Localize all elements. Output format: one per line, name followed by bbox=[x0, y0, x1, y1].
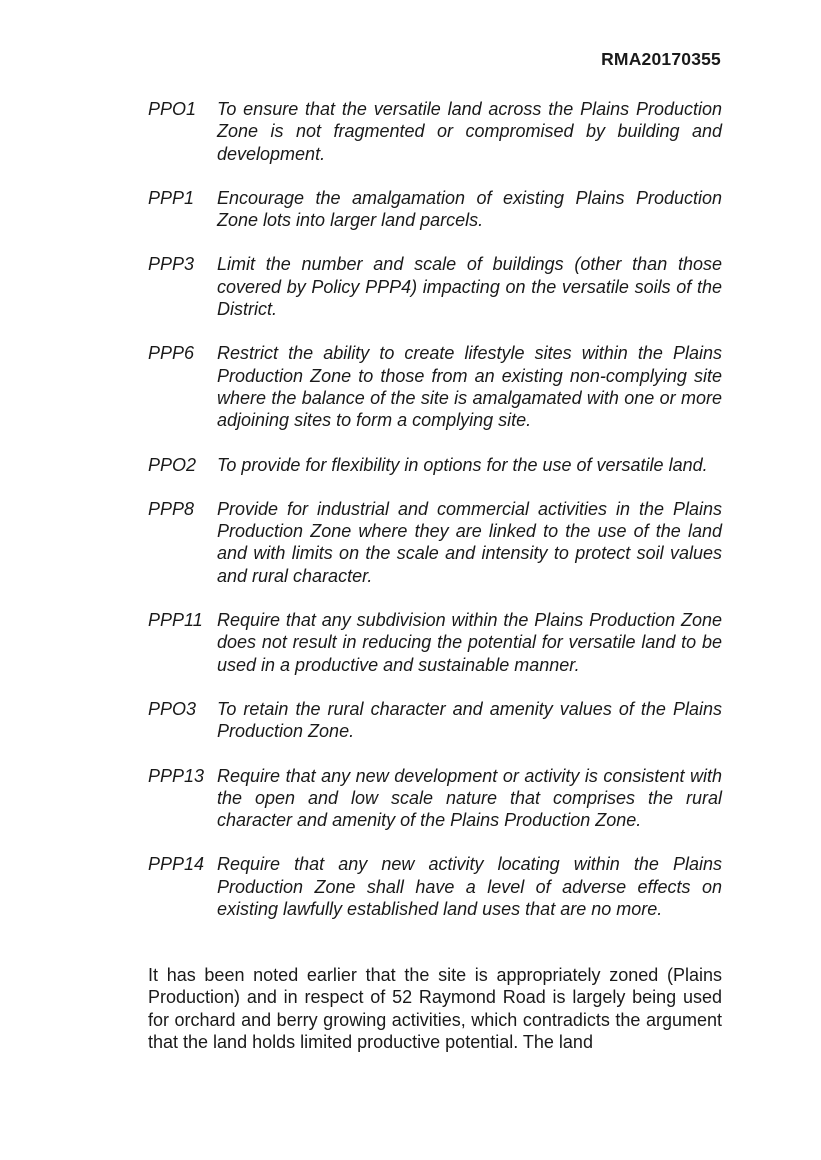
policy-list bbox=[148, 98, 722, 942]
policy-code: PPP3 bbox=[148, 254, 195, 275]
policy-code: PPP11 bbox=[148, 610, 203, 631]
policy-item bbox=[148, 609, 722, 676]
policy-item bbox=[148, 342, 722, 431]
policy-item bbox=[148, 498, 722, 587]
policy-code: PPO3 bbox=[148, 698, 197, 719]
policy-code: PPP6 bbox=[148, 343, 195, 364]
policy-text: To provide for flexibility in options for the use of versatile land. bbox=[217, 454, 708, 475]
policy-item bbox=[148, 765, 722, 832]
policy-text: Require that any subdivision within the Plains Production Zone does not result in reducing the potential for versatile land to be used in a productive and sustainable manner. bbox=[217, 610, 722, 675]
policy-item bbox=[148, 698, 722, 743]
policy-text: Require that any new activity locating within the Plains Production Zone shall have a level of adverse effects on existing lawfully established land uses that are no more. bbox=[217, 854, 722, 920]
policy-code: PPP14 bbox=[148, 854, 205, 875]
closing-paragraph: It has been noted earlier that the site is appropriately zoned (Plains Production) and in respect of 52 Raymond Road is largely being used for orchard and berry growing activities, which contradicts the argument that the land holds limited productive potential. The land bbox=[148, 965, 722, 1052]
policy-item bbox=[148, 98, 722, 165]
policy-item bbox=[148, 253, 722, 320]
policy-text: To retain the rural character and amenity values of the Plains Production Zone. bbox=[217, 698, 722, 742]
policy-item bbox=[148, 454, 722, 476]
policy-item bbox=[148, 853, 722, 920]
document-reference: RMA20170355 bbox=[601, 49, 721, 69]
policy-code: PPP8 bbox=[148, 498, 195, 519]
policy-item bbox=[148, 187, 722, 232]
policy-code: PPO1 bbox=[148, 99, 197, 119]
policy-text: To ensure that the versatile land across the Plains Production Zone is not fragmented or compromised by building and development. bbox=[217, 99, 722, 164]
policy-code: PPP1 bbox=[148, 187, 195, 208]
policy-code: PPP13 bbox=[148, 765, 205, 786]
policy-text: Encourage the amalgamation of existing Plains Production Zone lots into larger land parcels. bbox=[217, 187, 722, 231]
policy-text: Provide for industrial and commercial activities in the Plains Production Zone where they are linked to the use of the land and with limits on the scale and intensity to protect soil values and rural character. bbox=[217, 498, 722, 586]
policy-text: Restrict the ability to create lifestyle sites within the Plains Production Zone to those from an existing non-complying site where the balance of the site is amalgamated with one or more adjoining sites to form a complying site. bbox=[217, 343, 722, 431]
policy-text: Limit the number and scale of buildings (other than those covered by Policy PPP4) impacting on the versatile soils of the District. bbox=[217, 254, 722, 320]
policy-text: Require that any new development or activity is consistent with the open and low scale nature that comprises the rural character and amenity of the Plains Production Zone. bbox=[217, 765, 722, 831]
policy-code: PPO2 bbox=[148, 454, 197, 475]
